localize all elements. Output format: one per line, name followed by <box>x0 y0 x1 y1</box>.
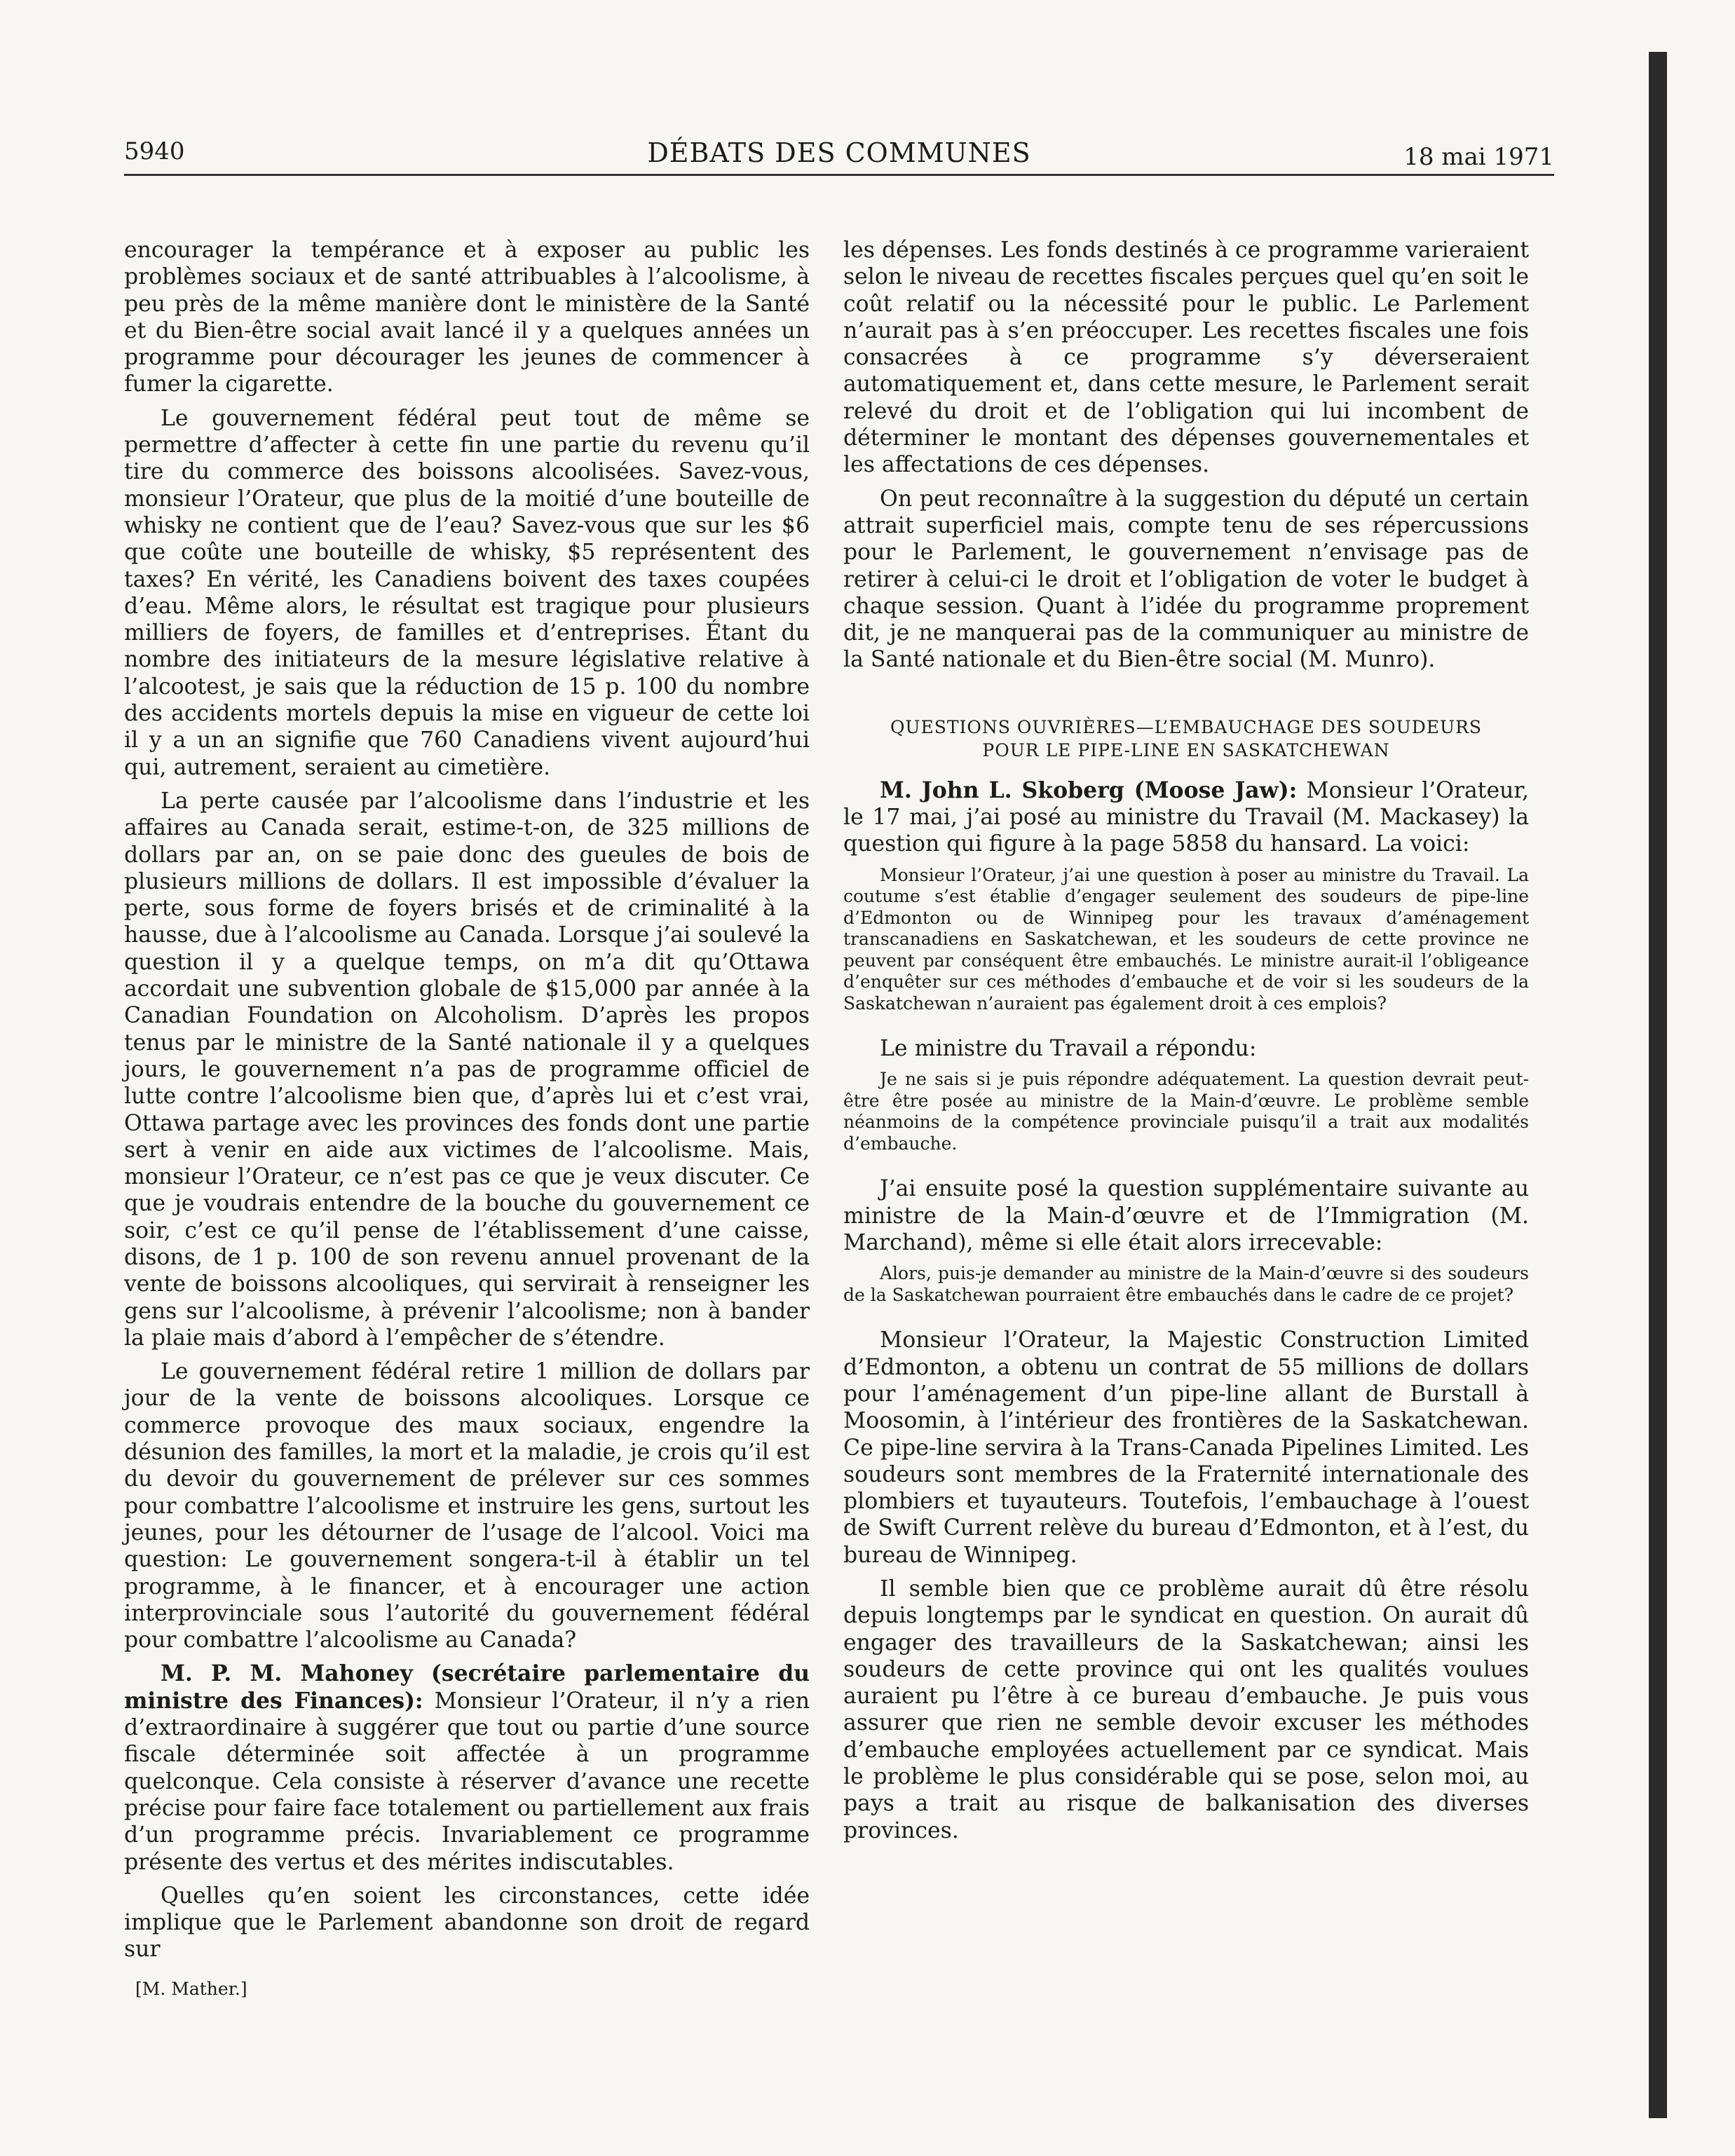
right-column <box>843 237 1529 1851</box>
paragraph: les dépenses. Les fonds destinés à ce programme varieraient selon le niveau de recettes fiscales perçues quel qu’en soit le coût relatif ou la nécessité pour le public. Le Parlement n’aurait pas à s’en préoccuper. Les recettes fiscales une fois consacrées à ce programme s’y déverseraient automatiquement et, dans cette mesure, le Parlement serait relevé du droit et de l’obligation qui lui incombent de déterminer le montant des dépenses gouvernementales et les affectations de ces dépenses. <box>843 238 1529 478</box>
left-column <box>124 237 810 2003</box>
paragraph: Quelles qu’en soient les circonstances, cette idée implique que le Parlement abandonne son droit de regard sur <box>124 1883 810 1963</box>
speaker-attribution: [M. Mather.] <box>135 1978 247 1999</box>
paragraph: Le ministre du Travail a répondu: <box>880 1036 1257 1062</box>
paragraph: La perte causée par l’alcoolisme dans l’industrie et les affaires au Canada serait, estime-t-on, de 325 millions de dollars par an, on se paie donc des gueules de bois de plusieurs millions de dollars. Il est impossible d’évaluer la perte, sous forme de foyers brisés et de criminalité à la hausse, due à l’alcoolisme au Canada. Lorsque j’ai soulevé la question il y a quelque temps, on m’a dit qu’Ottawa accordait une subvention globale de $15,000 par année à la Canadian Foundation on Alcoholism. D’après les propos tenus par le ministre de la Santé nationale il y a quelques jours, le gouvernement n’a pas de programme officiel de lutte contre l’alcoolisme bien que, d’après lui et c’est vrai, Ottawa partage avec les provinces des fonds dont une partie sert à venir en aide aux victimes de l’alcoolisme. Mais, monsieur l’Orateur, ce n’est pas ce que je veux discuter. Ce que je voudrais entendre de la bouche du gouvernement ce soir, c’est ce qu’il pense de l’établissement d’une caisse, disons, de 1 p. 100 de son revenu annuel provenant de la vente de boissons alcooliques, qui servirait à renseigner les gens sur l’alcoolisme, à prévenir l’alcoolisme; non à bander la plaie mais d’abord à l’empêcher de s’étendre. <box>124 788 810 1351</box>
paragraph: Le gouvernement fédéral retire 1 million de dollars par jour de la vente de boissons alcooliques. Lorsque ce commerce provoque des maux sociaux, engendre la désunion des familles, la mort et la maladie, je crois qu’il est du devoir du gouvernement de prélever sur ces sommes pour combattre l’alcoolisme et instruire les gens, surtout les jeunes, pour les détourner de l’usage de l’alcool. Voici ma question: Le gouvernement songera-t-il à établir un tel programme, à le financer, et à encourager une action interprovinciale sous l’autorité du gouvernement fédéral pour combattre l’alcoolisme au Canada? <box>124 1359 810 1653</box>
speaker-name: M. John L. Skoberg (Moose Jaw): <box>880 777 1298 803</box>
publication-title: DÉBATS DES COMMUNES <box>647 137 1031 168</box>
paragraph: Le gouvernement fédéral peut tout de même se permettre d’affecter à cette fin une partie du revenu qu’il tire du commerce des boissons alcoolisées. Savez-vous, monsieur l’Orateur, que plus de la moitié d’une bouteille de whisky ne contient que de l’eau? Savez-vous que sur les $6 que coûte une bouteille de whisky, $5 représentent des taxes? En vérité, les Canadiens boivent des taxes coupées d’eau. Même alors, le résultat est tragique pour plusieurs milliers de foyers, de familles et d’entreprises. Étant du nombre des initiateurs de la mesure législative relative à l’alcootest, je sais que la réduction de 15 p. 100 du nombre des accidents mortels depuis la mise en vigueur de cette loi il y a un an signifie que 760 Canadiens vivent aujourd’hui qui, autrement, seraient au cimetière. <box>124 405 810 780</box>
scan-edge-shadow <box>1649 52 1667 2118</box>
page-header <box>124 137 1554 176</box>
quoted-answer: Je ne sais si je puis répondre adéquatement. La question devrait peut-être être posée au ministre de la Main-d’œuvre. Le problème semble néanmoins de la compétence provinciale puisqu’il a trait aux modalités d’embauche. <box>843 1069 1529 1154</box>
paragraph: J’ai ensuite posé la question supplémentaire suivante au ministre de la Main-d’œuvre et de l’Immigration (M. Marchand), même si elle était alors irrecevable: <box>843 1176 1529 1256</box>
page-number: 5940 <box>124 137 185 165</box>
speech-text: Monsieur l’Orateur, il n’y a rien d’extraordinaire à suggérer que tout ou partie d’une source fiscale déterminée soit affectée à un programme quelconque. Cela consiste à réserver d’avance une recette précise pour faire face totalement ou partiellement aux frais d’un programme précis. Invariablement ce programme présente des vertus et des mérites indiscutables. <box>124 1688 810 1875</box>
heading-line: POUR LE PIPE-LINE EN SASKATCHEWAN <box>982 739 1390 760</box>
section-heading <box>843 716 1529 762</box>
paragraph: On peut reconnaître à la suggestion du député un certain attrait superficiel mais, compte tenu de ses répercussions pour le Parlement, le gouvernement n’envisage pas de retirer à celui-ci le droit et l’obligation de voter le budget à chaque session. Quant à l’idée du programme proprement dit, je ne manquerai pas de la communiquer au ministre de la Santé nationale et du Bien-être social (M. Munro). <box>843 486 1529 673</box>
issue-date: 18 mai 1971 <box>1403 143 1554 171</box>
quoted-question: Alors, puis-je demander au ministre de la Main-d’œuvre si des soudeurs de la Saskatchewan pourraient être embauchés dans le cadre de ce projet? <box>843 1263 1529 1305</box>
paragraph: Il semble bien que ce problème aurait dû être résolu depuis longtemps par le syndicat en question. On aurait dû engager des travailleurs de la Saskatchewan; ainsi les soudeurs de cette province qui ont les qualités voulues auraient pu l’être à ce bureau d’embauche. Je puis vous assurer que rien ne semble devoir excuser les méthodes d’embauche employées actuellement par ce syndicat. Mais le problème le plus considérable qui se pose, selon moi, au pays a trait au risque de balkanisation des diverses provinces. <box>843 1576 1529 1843</box>
speech-text: Monsieur l’Orateur, le 17 mai, j’ai posé au ministre du Travail (M. Mackasey) la question qui figure à la page 5858 du hansard. La voici: <box>843 777 1530 857</box>
speech-paragraph <box>124 1660 810 1875</box>
paragraph: encourager la tempérance et à exposer au public les problèmes sociaux et de santé attribuables à l’alcoolisme, à peu près de la même manière dont le ministère de la Santé et du Bien-être social avait lancé il y a quelques années un programme pour décourager les jeunes de commencer à fumer la cigarette. <box>124 238 810 397</box>
paragraph: Monsieur l’Orateur, la Majestic Construction Limited d’Edmonton, a obtenu un contrat de 55 millions de dollars pour l’aménagement d’un pipe-line allant de Burstall à Moosomin, à l’intérieur des frontières de la Saskatchewan. Ce pipe-line servira à la Trans-Canada Pipelines Limited. Les soudeurs sont membres de la Fraternité internationale des plombiers et tuyauteurs. Toutefois, l’embauchage à l’ouest de Swift Current relève du bureau d’Edmonton, et à l’est, du bureau de Winnipeg. <box>843 1328 1529 1568</box>
quoted-question: Monsieur l’Orateur, j’ai une question à poser au ministre du Travail. La coutume s’est établie d’engager seulement des soudeurs de pipe-line d’Edmonton ou de Winnipeg pour les travaux d’aménagement transcanadiens en Saskatchewan, et les soudeurs de cette province ne peuvent par conséquent être embauchés. Le ministre aurait-il l’obligeance d’enquêter sur ces méthodes d’embauche et de voir si les soudeurs de la Saskatchewan n’auraient pas également droit à ces emplois? <box>843 864 1529 1014</box>
speech-paragraph <box>843 777 1529 858</box>
heading-line: QUESTIONS OUVRIÈRES—L’EMBAUCHAGE DES SOUDEURS <box>890 716 1483 737</box>
speaker-name: M. P. M. Mahoney (secrétaire parlementaire du ministre des Finances): <box>124 1660 810 1714</box>
